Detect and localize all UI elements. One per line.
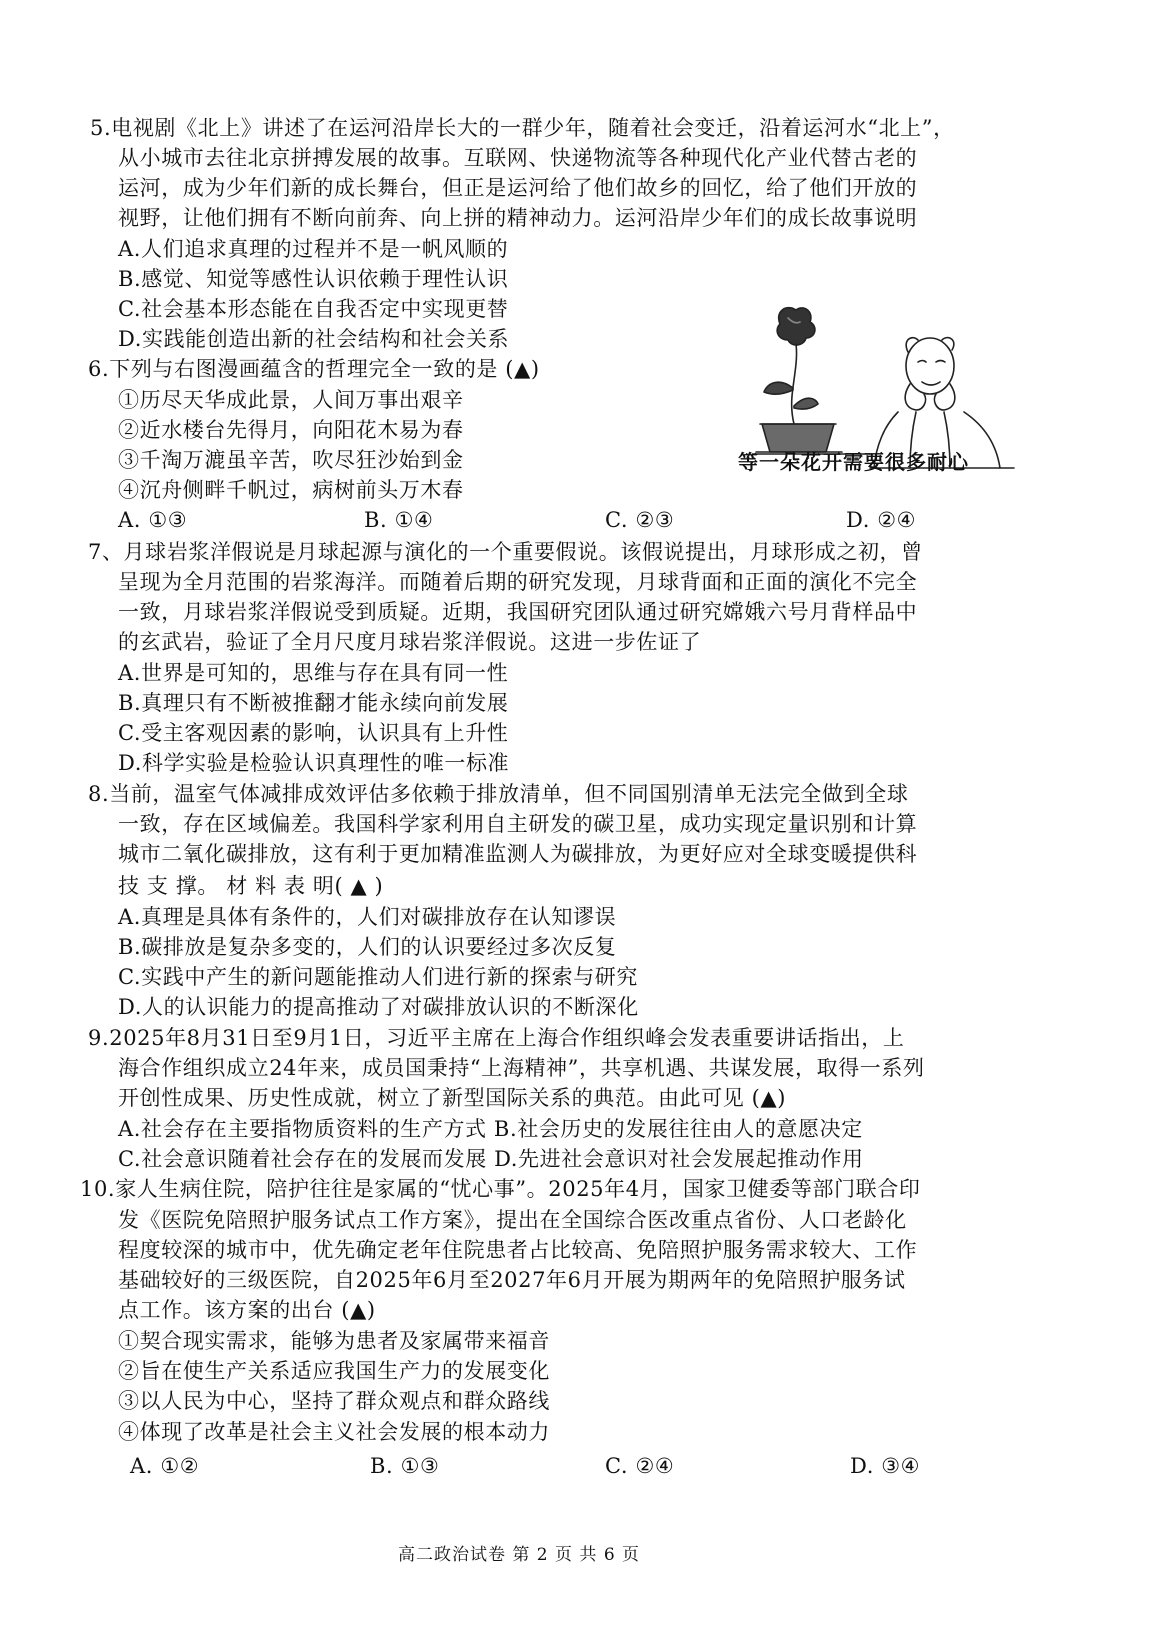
q10-item-3: ③以人民为中心，坚持了群众观点和群众路线 (118, 1389, 550, 1413)
q10-stem-line-3: 程度较深的城市中，优先确定老年住院患者占比较高、免陪照护服务需求较大、工作 (118, 1238, 918, 1262)
q6-option-a: A. ①③ (118, 508, 188, 532)
q7-option-b: B.真理只有不断被推翻才能永续向前发展 (118, 691, 509, 715)
q8-stem-line-4: 技 支 撑。 材 料 表 明( ▲ ) (118, 874, 384, 898)
cartoon-caption: 等一朵花开需要很多耐心 (738, 450, 969, 474)
q7-stem-line-1: 7、月球岩浆洋假说是月球起源与演化的一个重要假说。该假说提出，月球形成之初，曾 (88, 540, 923, 564)
q10-stem-line-1: 10.家人生病住院，陪护往往是家属的“忧心事”。2025年4月，国家卫健委等部门联合印 (80, 1177, 921, 1201)
q6-stem: 6.下列与右图漫画蕴含的哲理完全一致的是 (▲) (88, 357, 540, 381)
q5-stem-line-4: 视野，让他们拥有不断向前奔、向上拼的精神动力。运河沿岸少年们的成长故事说明 (118, 206, 918, 230)
q10-option-a: A. ①② (130, 1454, 200, 1478)
q7-option-c: C.受主客观因素的影响，认识具有上升性 (118, 721, 509, 745)
q7-option-d: D.科学实验是检验认识真理性的唯一标准 (118, 751, 510, 775)
q10-stem-line-5: 点工作。该方案的出台 (▲) (118, 1298, 376, 1322)
q5-option-b: B.感觉、知觉等感性认识依赖于理性认识 (118, 267, 509, 291)
q9-options-cd: C.社会意识随着社会存在的发展而发展 D.先进社会意识对社会发展起推动作用 (118, 1147, 864, 1171)
q8-option-a: A.真理是具体有条件的，人们对碳排放存在认知谬误 (118, 905, 617, 929)
page-footer: 高二政治试卷 第 2 页 共 6 页 (398, 1545, 641, 1565)
q7-option-a: A.世界是可知的，思维与存在具有同一性 (118, 661, 509, 685)
q8-stem-line-3: 城市二氧化碳排放，这有利于更加精准监测人为碳排放，为更好应对全球变暖提供科 (118, 842, 918, 866)
q6-item-2: ②近水楼台先得月，向阳花木易为春 (118, 418, 464, 442)
q6-item-4: ④沉舟侧畔千帆过，病树前头万木春 (118, 478, 464, 502)
q8-option-c: C.实践中产生的新问题能推动人们进行新的探索与研究 (118, 965, 638, 989)
q5-option-d: D.实践能创造出新的社会结构和社会关系 (118, 327, 510, 351)
q8-stem-line-2: 一致，存在区域偏差。我国科学家利用自主研发的碳卫星，成功实现定量识别和计算 (118, 812, 918, 836)
q6-item-3: ③千淘万漉虽辛苦，吹尽狂沙始到金 (118, 448, 464, 472)
q8-option-d: D.人的认识能力的提高推动了对碳排放认识的不断深化 (118, 995, 639, 1019)
q5-option-a: A.人们追求真理的过程并不是一帆风顺的 (118, 237, 509, 261)
q10-item-1: ①契合现实需求，能够为患者及家属带来福音 (118, 1329, 550, 1353)
q7-stem-line-3: 一致，月球岩浆洋假说受到质疑。近期，我国研究团队通过研究嫦娥六号月背样品中 (118, 600, 918, 624)
q7-stem-line-4: 的玄武岩，验证了全月尺度月球岩浆洋假说。这进一步佐证了 (118, 630, 702, 654)
q10-option-b: B. ①③ (370, 1454, 440, 1478)
q6-option-d: D. ②④ (846, 508, 917, 532)
q6-option-c: C. ②③ (605, 508, 675, 532)
q6-option-b: B. ①④ (364, 508, 434, 532)
q8-option-b: B.碳排放是复杂多变的，人们的认识要经过多次反复 (118, 935, 617, 959)
q7-stem-line-2: 呈现为全月范围的岩浆海洋。而随着后期的研究发现，月球背面和正面的演化不完全 (118, 570, 918, 594)
q10-item-2: ②旨在使生产关系适应我国生产力的发展变化 (118, 1359, 550, 1383)
q6-item-1: ①历尽天华成此景，人间万事出艰辛 (118, 388, 464, 412)
q9-stem-line-2: 海合作组织成立24年来，成员国秉持“上海精神”，共享机遇、共谋发展，取得一系列 (118, 1056, 925, 1080)
q10-stem-line-2: 发《医院免陪照护服务试点工作方案》，提出在全国综合医改重点省份、人口老龄化 (118, 1208, 907, 1232)
q5-stem-line-3: 运河，成为少年们新的成长舞台，但正是运河给了他们故乡的回忆，给了他们开放的 (118, 176, 918, 200)
q5-stem-line-2: 从小城市去往北京拼搏发展的故事。互联网、快递物流等各种现代化产业代替古老的 (118, 146, 918, 170)
q10-stem-line-4: 基础较好的三级医院，自2025年6月至2027年6月开展为期两年的免陪照护服务试 (118, 1268, 906, 1292)
q10-option-d: D. ③④ (850, 1454, 921, 1478)
q9-options-ab: A.社会存在主要指物质资料的生产方式 B.社会历史的发展往往由人的意愿决定 (118, 1117, 863, 1141)
q10-option-c: C. ②④ (605, 1454, 675, 1478)
q9-stem-line-1: 9.2025年8月31日至9月1日，习近平主席在上海合作组织峰会发表重要讲话指出，上 (88, 1026, 905, 1050)
q9-stem-line-3: 开创性成果、历史性成就，树立了新型国际关系的典范。由此可见 (▲) (118, 1086, 787, 1110)
q5-stem-line-1: 5.电视剧《北上》讲述了在运河沿岸长大的一群少年，随着社会变迁，沿着运河水“北上”， (90, 116, 955, 140)
q5-option-c: C.社会基本形态能在自我否定中实现更替 (118, 297, 509, 321)
q8-stem-line-1: 8.当前，温室气体减排成效评估多依赖于排放清单，但不同国别清单无法完全做到全球 (88, 782, 909, 806)
flower-waiting-cartoon (752, 300, 1032, 472)
q10-item-4: ④体现了改革是社会主义社会发展的根本动力 (118, 1420, 550, 1444)
